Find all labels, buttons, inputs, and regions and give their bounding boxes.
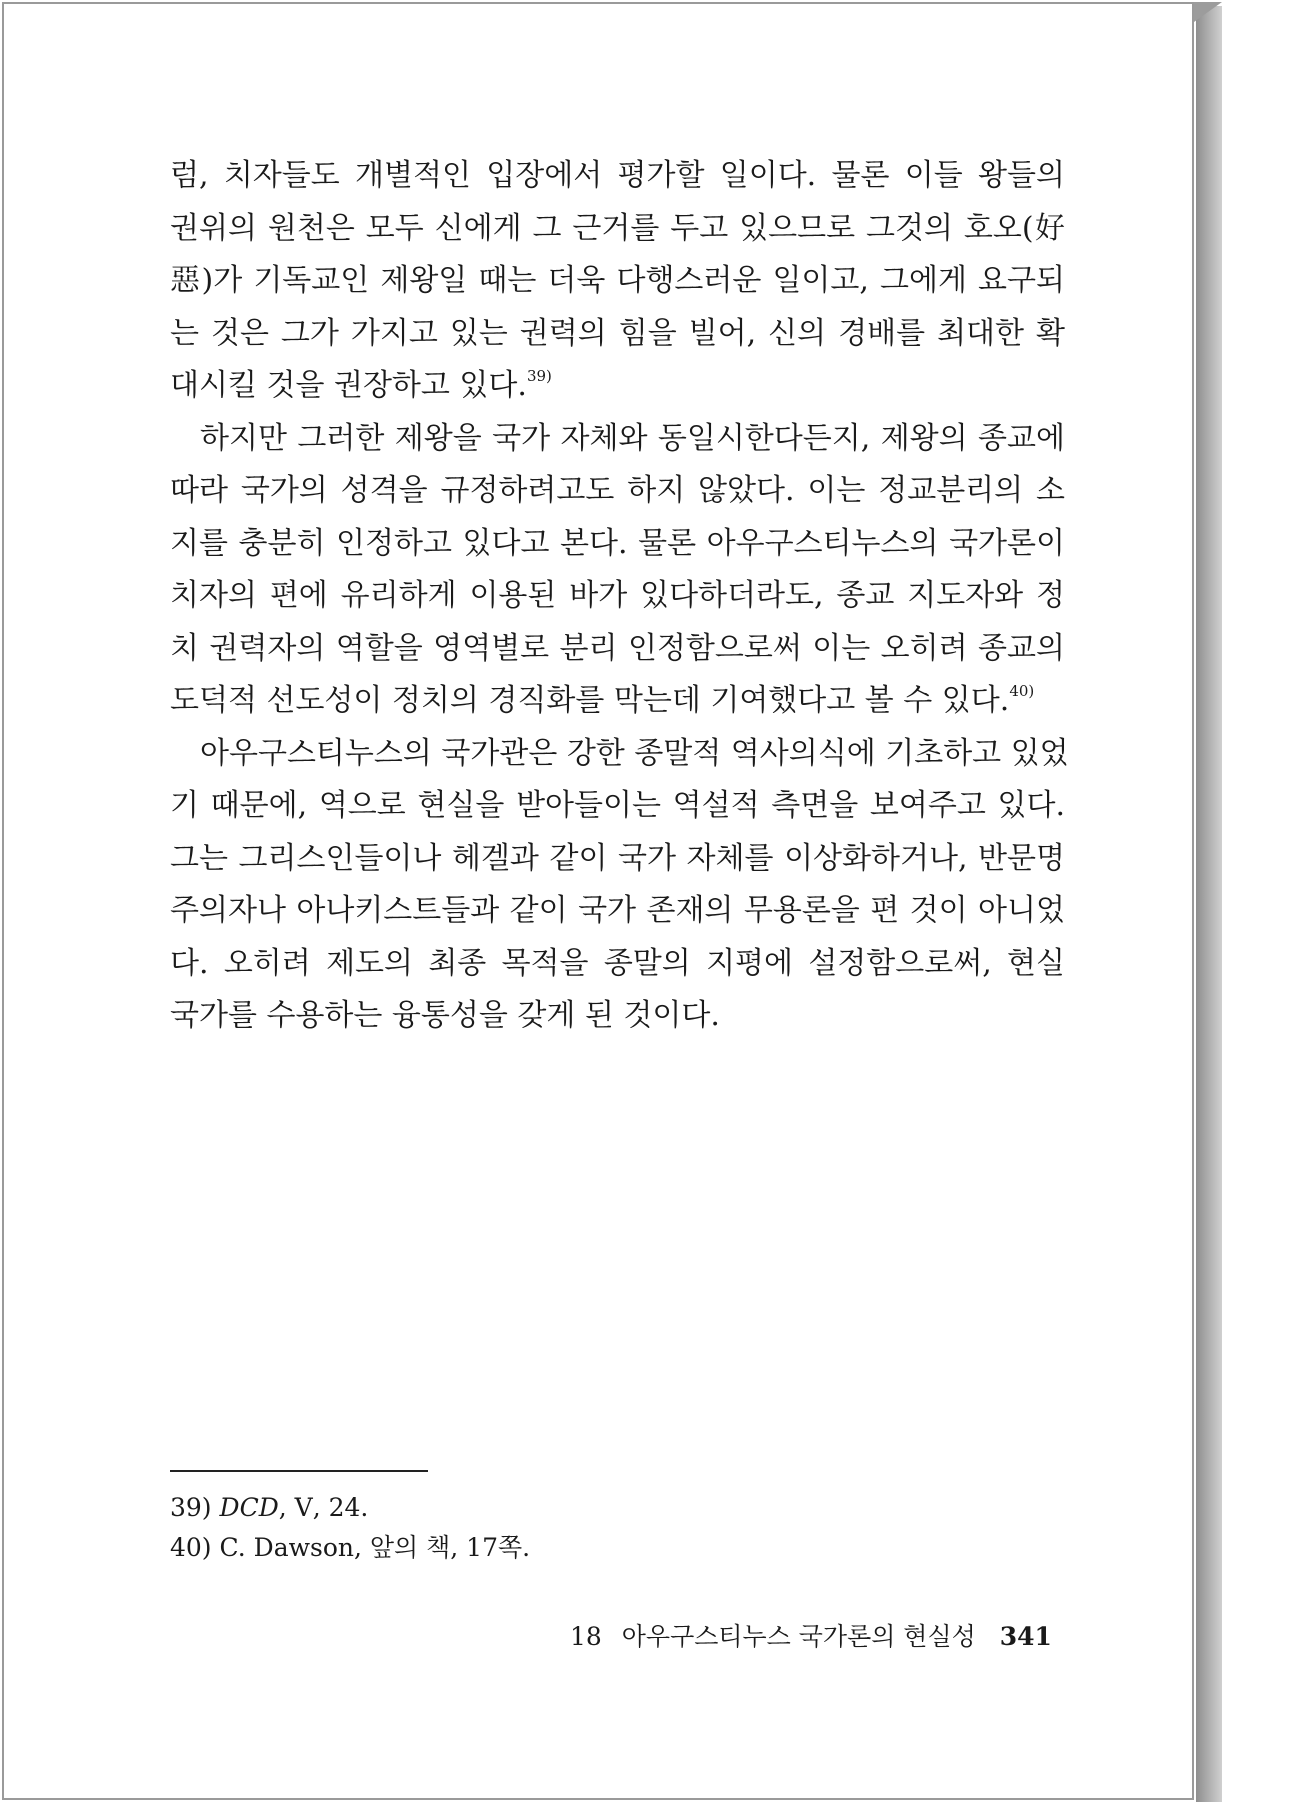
footnote-text: , Ⅴ, 24. <box>278 1493 369 1522</box>
footnote-title: DCD <box>219 1493 279 1522</box>
text-line <box>170 308 1065 361</box>
text-line-content: 그는 그리스인들이나 헤겔과 같이 국가 자체를 이상화하거나, 반문명 <box>170 840 1065 876</box>
text-line-content: 하지만 그러한 제왕을 국가 자체와 동일시한다든지, 제왕의 종교에 <box>200 420 1065 456</box>
text-line-content: 치자의 편에 유리하게 이용된 바가 있다하더라도, 종교 지도자와 정 <box>170 578 1065 613</box>
text-line <box>170 413 1065 466</box>
text-line-content: 기 때문에, 역으로 현실을 받아들이는 역설적 측면을 보여주고 있다. <box>170 788 1065 823</box>
text-line-content: 도덕적 선도성이 정치의 경직화를 막는데 기여했다고 볼 수 있다. <box>170 683 1010 718</box>
text-line <box>170 675 1065 728</box>
text-line <box>170 150 1065 203</box>
text-line <box>170 780 1065 833</box>
text-line <box>170 570 1065 623</box>
text-line <box>170 203 1065 256</box>
text-line-content: 치 권력자의 역할을 영역별로 분리 인정함으로써 이는 오히려 종교의 <box>170 630 1065 666</box>
footnote-number: 40) <box>170 1533 212 1562</box>
footnote-reference: 40) <box>1009 682 1035 700</box>
page-number: 341 <box>999 1622 1052 1651</box>
text-line <box>170 465 1065 518</box>
chapter-number: 18 <box>570 1622 602 1651</box>
text-line <box>170 833 1065 886</box>
text-line <box>170 623 1065 676</box>
footnote-number: 39) <box>170 1493 212 1522</box>
text-line <box>170 360 1065 413</box>
text-line-content: 권위의 원천은 모두 신에게 그 근거를 두고 있으므로 그것의 호오(好 <box>170 210 1065 246</box>
text-line-content: 따라 국가의 성격을 규정하려고도 하지 않았다. 이는 정교분리의 소 <box>170 473 1065 508</box>
text-line-content: 는 것은 그가 가지고 있는 권력의 힘을 빌어, 신의 경배를 최대한 확 <box>170 315 1065 351</box>
text-line-content: 아우구스티누스의 국가관은 강한 종말적 역사의식에 기초하고 있었 <box>200 735 1069 771</box>
text-line <box>170 938 1065 991</box>
body-text <box>170 150 1069 1043</box>
text-line-content: 국가를 수용하는 융통성을 갖게 된 것이다. <box>170 998 720 1033</box>
footnote-text: C. Dawson, 앞의 책, 17쪽. <box>219 1533 531 1562</box>
footnotes <box>170 1488 770 1568</box>
text-line <box>170 518 1065 571</box>
text-line <box>170 255 1065 308</box>
footnote-40 <box>170 1528 770 1568</box>
running-footer <box>570 1617 1052 1657</box>
text-line-content: 惡)가 기독교인 제왕일 때는 더욱 다행스러운 일이고, 그에게 요구되 <box>170 263 1065 298</box>
footnote-39 <box>170 1488 770 1528</box>
footnote-rule <box>170 1470 428 1472</box>
text-line <box>170 885 1065 938</box>
text-line-content: 대시킬 것을 권장하고 있다. <box>170 368 527 403</box>
text-line-content: 럼, 치자들도 개별적인 입장에서 평가할 일이다. 물론 이들 왕들의 <box>170 158 1065 193</box>
page-spine <box>1196 6 1222 1802</box>
running-title: 아우구스티누스 국가론의 현실성 <box>621 1622 976 1651</box>
text-line <box>170 990 1065 1043</box>
text-line-content: 지를 충분히 인정하고 있다고 본다. 물론 아우구스티누스의 국가론이 <box>170 525 1065 561</box>
page-spine-cap <box>1194 2 1222 22</box>
text-line-content: 다. 오히려 제도의 최종 목적을 종말의 지평에 설정함으로써, 현실 <box>170 945 1065 981</box>
text-line <box>170 728 1069 781</box>
text-line-content: 주의자나 아나키스트들과 같이 국가 존재의 무용론을 편 것이 아니었 <box>170 893 1065 928</box>
footnote-reference: 39) <box>526 367 552 385</box>
